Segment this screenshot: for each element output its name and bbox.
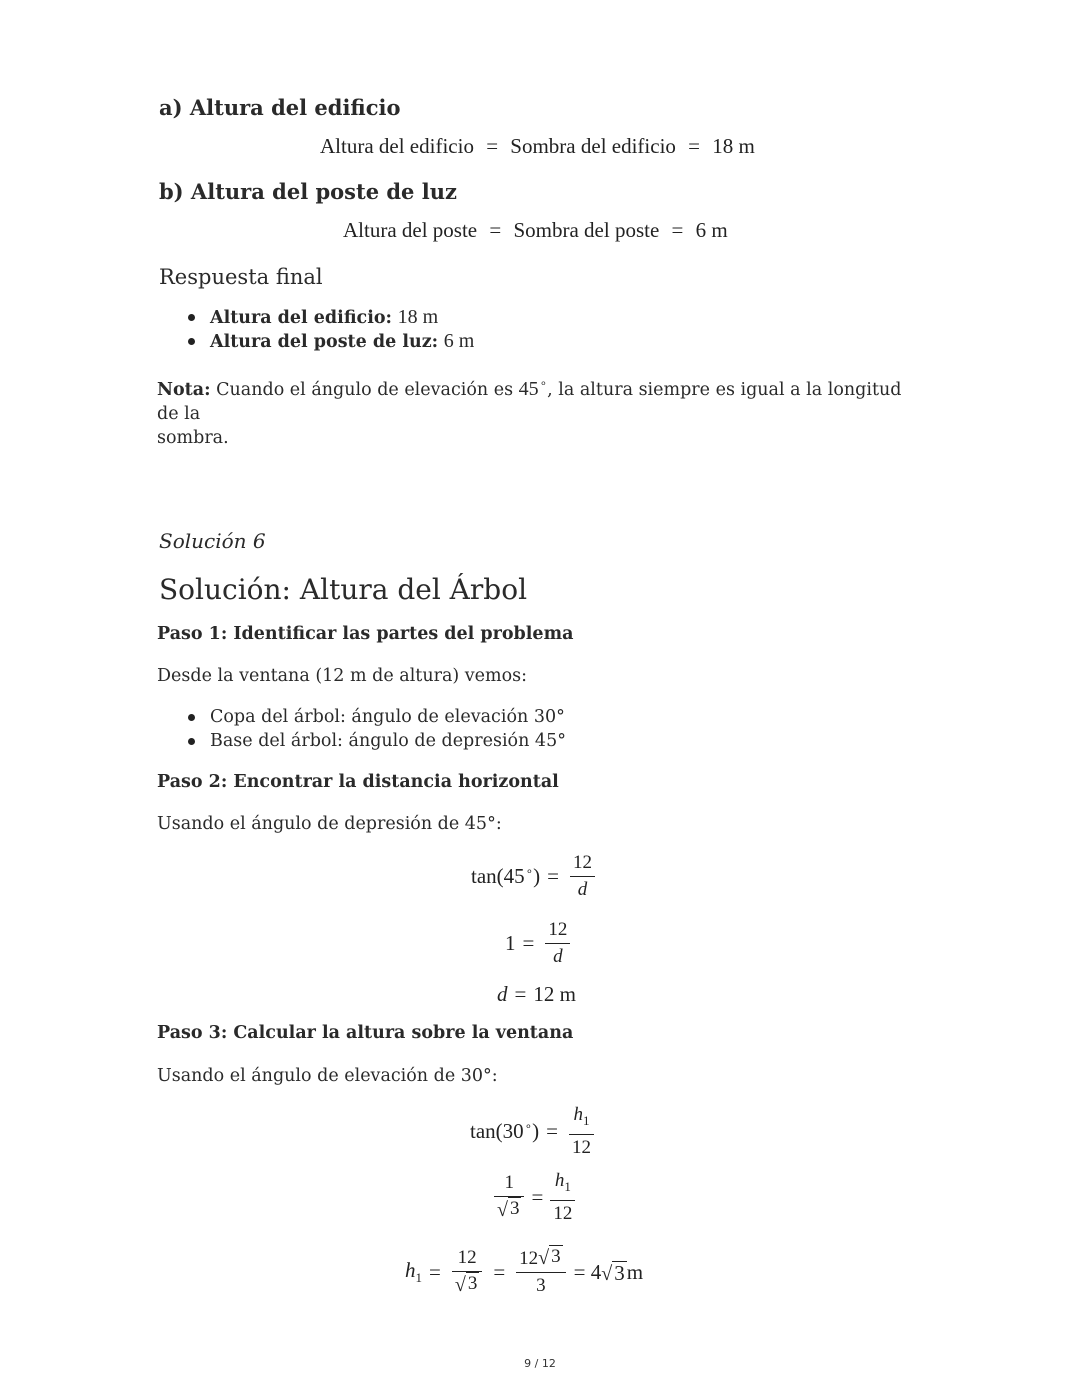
step3-title: Paso 3: Calcular la altura sobre la ventana (157, 1023, 574, 1043)
eq-lhs: Altura del edificio (320, 134, 474, 158)
equation-one-equals: 1 = $\frac{12}{d}$ (505, 917, 574, 970)
final-answer-title: Respuesta final (159, 265, 323, 289)
list-item: Altura del poste de luz: 6 m (186, 329, 474, 353)
section-b-title: b) Altura del poste de luz (159, 179, 457, 204)
step1-title: Paso 1: Identificar las partes del problema (157, 624, 574, 644)
equation-tan45: tan(45∘) = $\frac{12}{d}$ (471, 850, 599, 903)
list-item: Copa del árbol: ángulo de elevación 30° (186, 705, 566, 729)
equation-inverse-sqrt3: 1 √ 3 = $\frac{h_1}{12}$ (490, 1168, 579, 1227)
equation-building: Altura del edificio = Sombra del edificio = 18 m (320, 134, 755, 158)
step1-list (186, 705, 566, 753)
step1-text: Desde la ventana (12 m de altura) vemos: (157, 666, 528, 686)
equation-h1-result: $h_1$ = 12 √ 3 = 12 √ 3 3 = 4 √ 3 m (405, 1246, 644, 1296)
equation-pole: Altura del poste = Sombra del poste = 6 m (343, 218, 728, 242)
eq-rhs: 6 m (695, 218, 728, 242)
step3-text: Usando el ángulo de elevación de 30°: (157, 1066, 498, 1086)
step2-title: Paso 2: Encontrar la distancia horizontal (157, 772, 559, 792)
eq-lhs: Altura del poste (343, 218, 478, 242)
eq-mid: Sombra del edificio (510, 134, 676, 158)
section-a-title: a) Altura del edificio (159, 95, 401, 120)
note-paragraph: Nota: Cuando el ángulo de elevación es 45∘, la altura siempre es igual a la longitud de la sombra. (157, 376, 902, 448)
list-item: Altura del edificio: 18 m (186, 305, 474, 329)
list-item: Base del árbol: ángulo de depresión 45° (186, 729, 566, 753)
eq-rhs: 18 m (712, 134, 755, 158)
page-number: 9 / 12 (524, 1357, 556, 1370)
step2-text: Usando el ángulo de depresión de 45°: (157, 814, 502, 834)
solution-label: Solución 6 (159, 529, 266, 553)
equation-d-result: d = 12 m (497, 982, 576, 1006)
final-answer-list (186, 305, 474, 353)
equation-tan30: tan(30∘) = $\frac{h_1}{12}$ (470, 1102, 598, 1161)
solution-title: Solución: Altura del Árbol (159, 573, 528, 606)
eq-mid: Sombra del poste (513, 218, 660, 242)
